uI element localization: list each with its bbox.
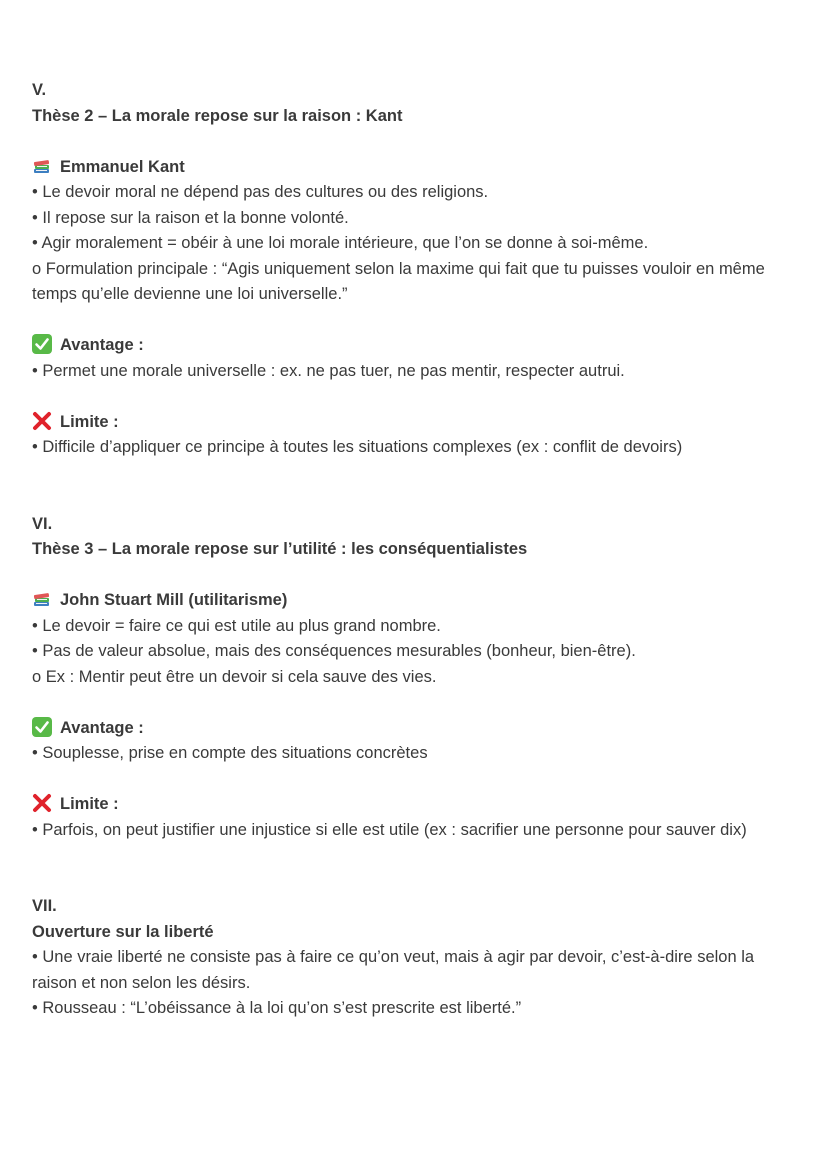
section-vi (32, 512, 802, 844)
section-vii (32, 894, 802, 1022)
list-item: • Une vraie liberté ne consiste pas à faire ce qu’on veut, mais à agir par devoir, c’est-à-dire selon la raison et non selon les désirs. (32, 948, 755, 992)
section-title: Thèse 3 – La morale repose sur l’utilité : les conséquentialistes (32, 540, 528, 558)
limit-text: • Parfois, on peut justifier une injustice si elle est utile (ex : sacrifier une personne pour sauver dix) (32, 820, 747, 839)
author-heading (32, 588, 802, 614)
section-v (32, 78, 802, 461)
check-mark-icon (32, 334, 52, 354)
list-item: • Agir moralement = obéir à une loi morale intérieure, que l’on se donne à soi-même. (32, 234, 649, 252)
limit-heading (32, 410, 802, 436)
books-icon (32, 589, 52, 609)
section-title: Thèse 2 – La morale repose sur la raison : Kant (32, 106, 403, 125)
advantage-label: Avantage : (60, 718, 144, 737)
author-name: Emmanuel Kant (60, 157, 185, 176)
books-icon (32, 156, 52, 176)
advantage-label: Avantage : (60, 336, 144, 354)
list-item: • Il repose sur la raison et la bonne volonté. (32, 208, 349, 227)
section-number: V. (32, 81, 47, 99)
limit-heading (32, 792, 802, 818)
limit-text: • Difficile d’appliquer ce principe à toutes les situations complexes (ex : conflit de devoirs) (32, 438, 683, 456)
sub-point: o Formulation principale : “Agis uniquement selon la maxime qui fait que tu puisses vouloir en même temps qu’elle devienne une loi universelle.” (32, 259, 765, 303)
author-heading (32, 155, 802, 181)
check-mark-icon (32, 717, 52, 737)
limit-label: Limite : (60, 412, 119, 431)
advantage-heading (32, 333, 802, 359)
cross-mark-icon (32, 411, 52, 431)
section-number: VII. (32, 897, 57, 915)
limit-label: Limite : (60, 795, 119, 813)
list-item: • Le devoir = faire ce qui est utile au plus grand nombre. (32, 616, 441, 635)
author-name: John Stuart Mill (utilitarisme) (60, 591, 288, 609)
section-title: Ouverture sur la liberté (32, 922, 214, 941)
list-item: • Pas de valeur absolue, mais des conséquences mesurables (bonheur, bien-être). (32, 642, 636, 660)
list-item: • Le devoir moral ne dépend pas des cultures ou des religions. (32, 183, 489, 201)
cross-mark-icon (32, 793, 52, 813)
list-item: • Rousseau : “L’obéissance à la loi qu’on s’est prescrite est liberté.” (32, 999, 522, 1017)
section-number: VI. (32, 514, 53, 533)
advantage-text: • Souplesse, prise en compte des situations concrètes (32, 744, 428, 762)
advantage-text: • Permet une morale universelle : ex. ne pas tuer, ne pas mentir, respecter autrui. (32, 361, 625, 380)
sub-point: o Ex : Mentir peut être un devoir si cela sauve des vies. (32, 667, 437, 686)
advantage-heading (32, 716, 802, 742)
document-page (32, 78, 802, 1022)
